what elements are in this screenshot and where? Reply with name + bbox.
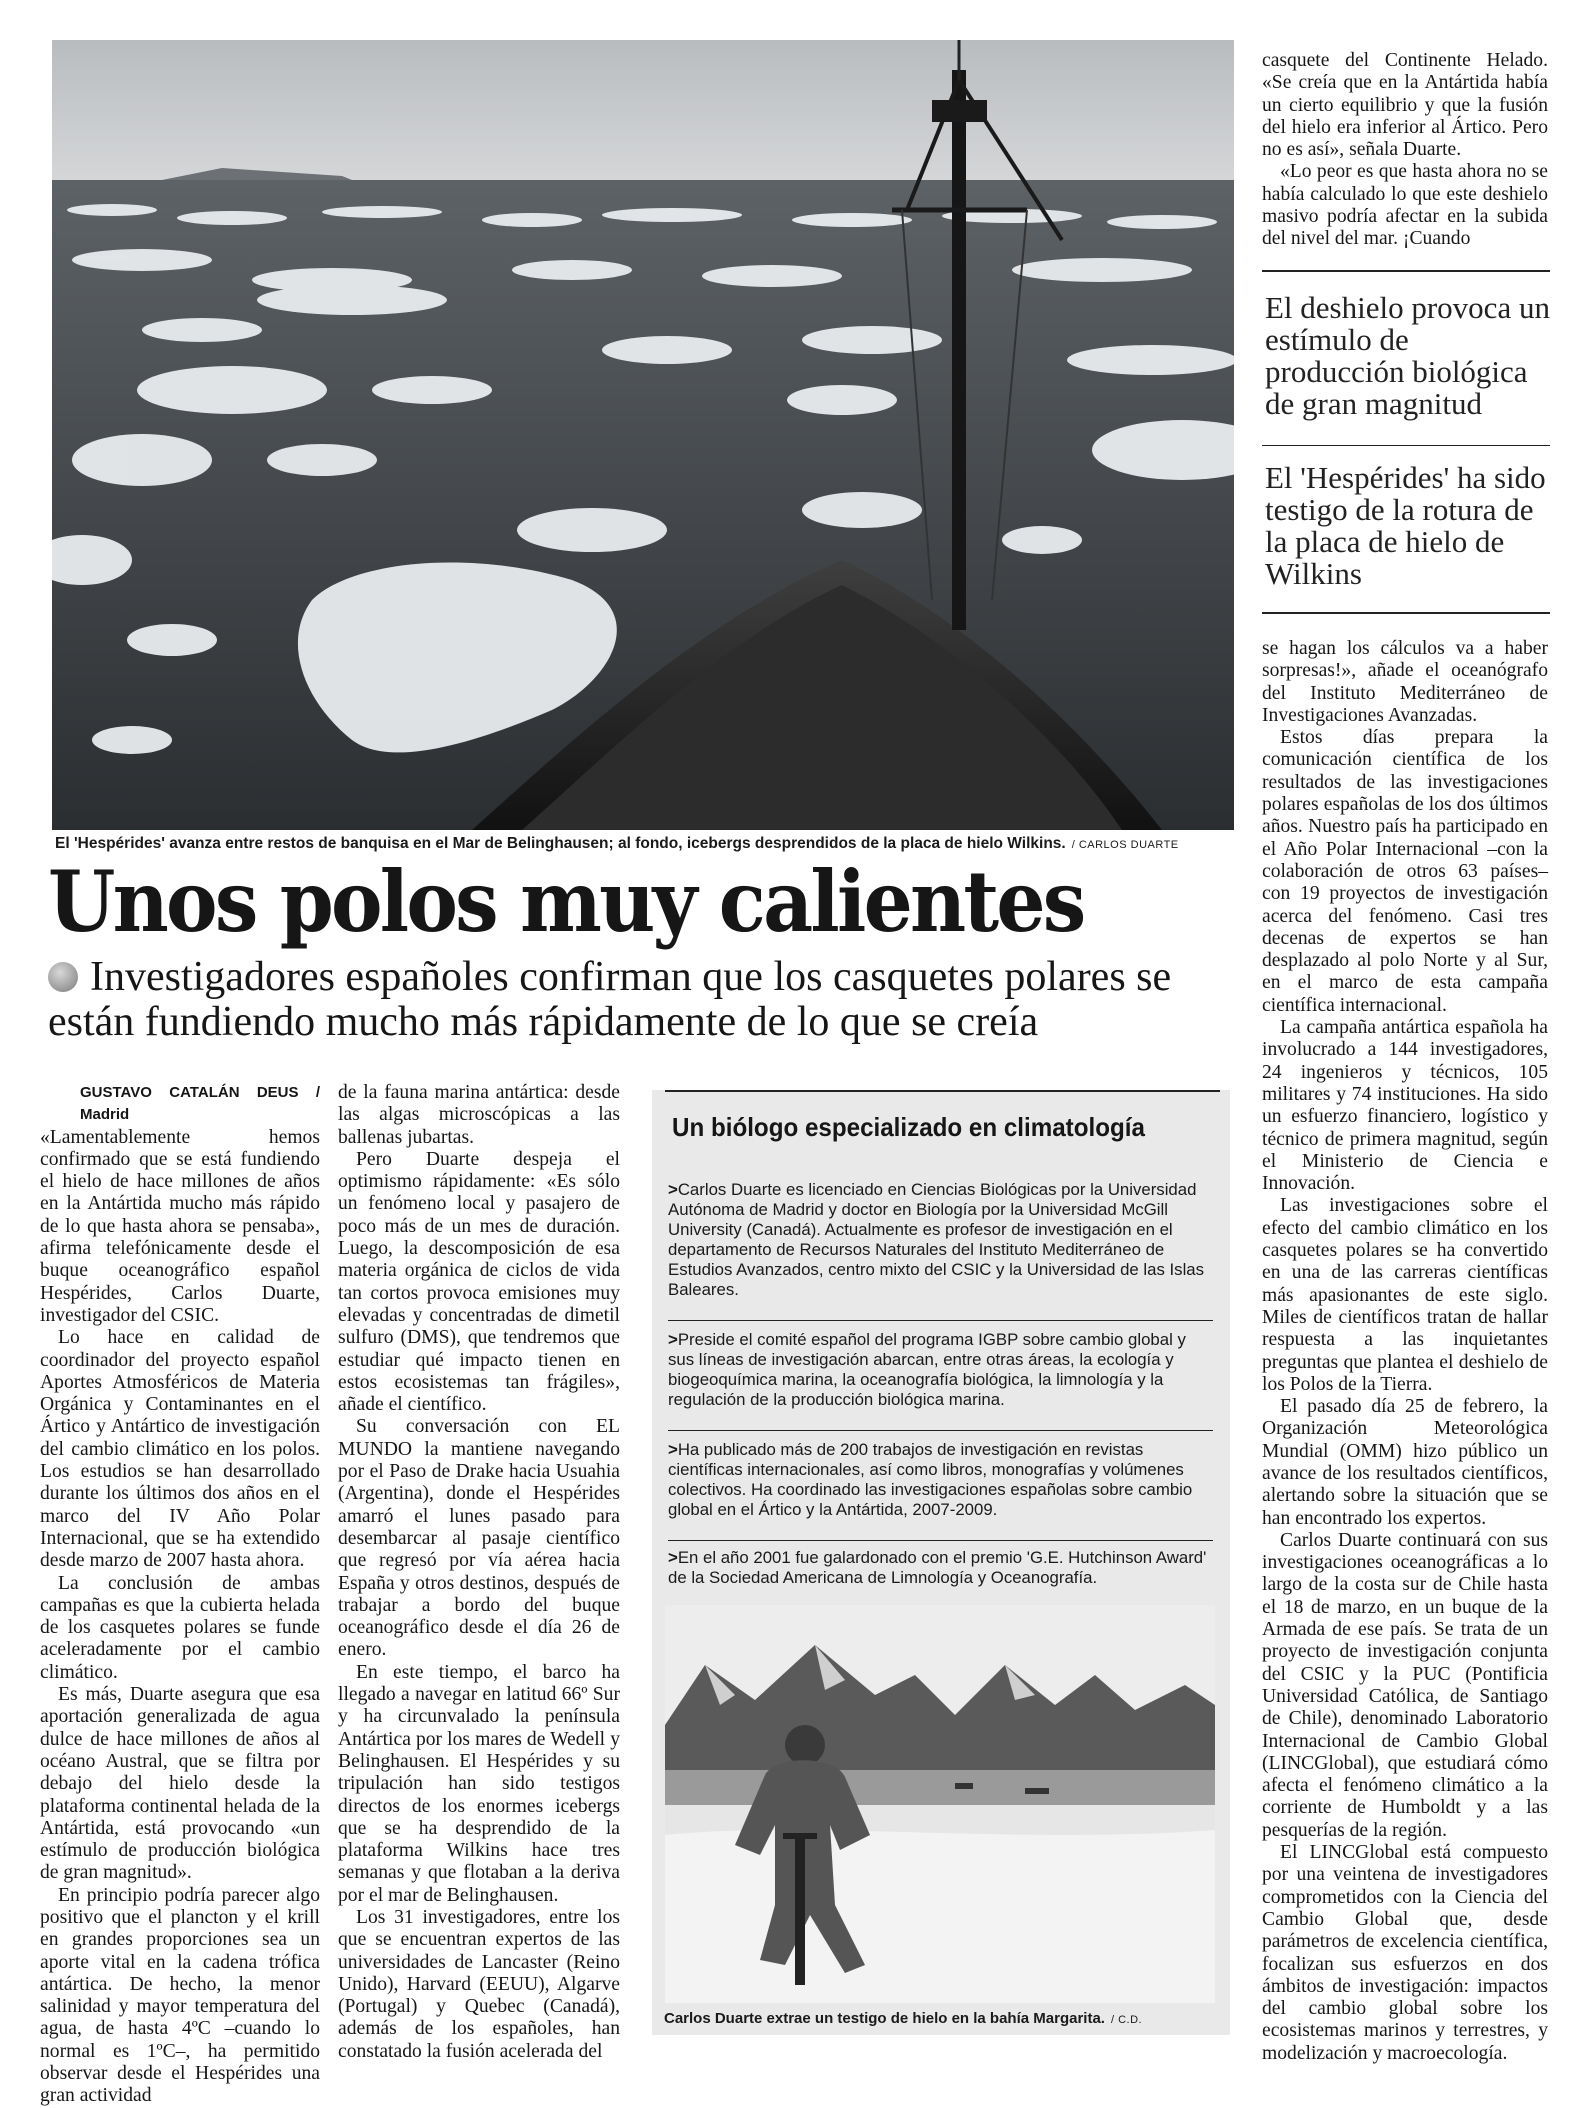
photo-credit: / C.D. xyxy=(1110,2014,1143,2026)
article-column-4-bottom xyxy=(1262,638,1548,2065)
pullquote-rule xyxy=(1262,445,1550,446)
paragraph: Las investigaciones sobre el efecto del cambio climático en los casquetes polares se ha convertido en una de las carreras científicas más apasionantes de este siglo. Miles de científicos tratan de hallar respuesta a las inquietantes preguntas que plantea el deshielo de los Polos de la Tierra. xyxy=(1262,1195,1548,1395)
paragraph: «Lamentablemente hemos confirmado que se está fundiendo el hielo de hace millones de años en la Antártida mucho más rápido de lo que hasta ahora se pensaba», afirma telefónicamente desde el buque oceanográfico español Hespérides, Carlos Duarte, investigador del CSIC. xyxy=(40,1126,320,1326)
divider xyxy=(668,1430,1213,1431)
paragraph: Los 31 investigadores, entre los que se encuentran expertos de las universidades de Lancaster (Reino Unido), Harvard (EEUU), Algarve (Portugal) y Quebec (Canadá), además de los españoles, han constatado la fusión acelerada del xyxy=(338,1906,620,2062)
paragraph: «Lo peor es que hasta ahora no se había calculado lo que este deshielo masivo podría afectar en la subida del nivel del mar. ¡Cuando xyxy=(1262,161,1548,250)
paragraph: de la fauna marina antártica: desde las algas microscópicas a las ballenas jubartas. xyxy=(338,1082,620,1148)
headline: Unos polos muy calientes xyxy=(48,852,1084,951)
ice-floes-illustration xyxy=(52,40,1234,830)
paragraph: se hagan los cálculos va a haber sorpresas!», añade el oceanógrafo del Instituto Mediterráneo de Investigaciones Avanzadas. xyxy=(1262,638,1548,726)
researcher-on-ice-illustration xyxy=(665,1605,1215,2003)
divider xyxy=(668,1320,1213,1321)
pullquote-1: El deshielo provoca un estímulo de producción biológica de gran magnitud xyxy=(1265,290,1550,421)
top-photo xyxy=(52,40,1234,830)
top-photo-caption xyxy=(55,835,1179,853)
sidebar-item xyxy=(668,1440,1213,1520)
pullquote-rule xyxy=(1262,270,1550,272)
paragraph: Lo hace en calidad de coordinador del proyecto español Aportes Atmosféricos de Materia Orgánica y Contaminantes en el Ártico y Antártico de investigación del cambio climático en los polos. Los estudios se han desarrollado durante los últimos dos años en el marco del IV Año Polar Internacional, que se ha extendido desde marzo de 2007 hasta ahora. xyxy=(40,1327,320,1572)
paragraph: casquete del Continente Helado. «Se creía que en la Antártida había un cierto equilibrio y que la fusión del hielo era inferior al Ártico. Pero no es así», señala Duarte. xyxy=(1262,50,1548,161)
sidebar-rule xyxy=(665,1090,1220,1092)
sidebar-item-text: Ha publicado más de 200 trabajos de investigación en revistas científicas internacionales, así como libros, monografías y volúmenes colectivos. Ha coordinado las investigaciones españolas sobre cambio global en el Ártico y la Antártida, 2007-2009. xyxy=(668,1440,1193,1519)
paragraph: Su conversación con EL MUNDO la mantiene navegando por el Paso de Drake hacia Usuahia (Argentina), donde el Hespérides amarró el lunes pasado para desembarcar al pasaje científico que regresó por vía aérea hacia España y otros destinos, después de trabajar a bordo del buque oceanográfico desde el día 26 de enero. xyxy=(338,1416,620,1661)
arrow-marker-icon: > xyxy=(668,1180,678,1199)
subheadline xyxy=(48,955,1188,1045)
sidebar-photo xyxy=(665,1605,1215,2003)
arrow-marker-icon: > xyxy=(668,1440,678,1459)
paragraph: Carlos Duarte continuará con sus investigaciones oceanográficas a lo largo de la costa sur de Chile hasta el 18 de marzo, en un buque de la Armada de ese país. Se trata de un proyecto de investigación conjunta del CSIC y la PUC (Pontificia Universidad Católica, de Santiago de Chile), denominado Laboratorio Internacional de Cambio Global (LINCGlobal), que estudiará cómo afecta el fenómeno climático a la corriente de Humboldt y a las pesquerías de la región. xyxy=(1262,1529,1548,1841)
caption-text: Carlos Duarte extrae un testigo de hielo en la bahía Margarita. xyxy=(664,2010,1105,2027)
article-column-4-top xyxy=(1262,50,1548,251)
sidebar-title: Un biólogo especializado en climatología xyxy=(672,1112,1145,1142)
paragraph: Es más, Duarte asegura que esa aportación generalizada de agua dulce de hace millones de años al océano Austral, que se filtra por debajo del hielo desde la plataforma continental helada de la Antártida, está provocando «un estímulo de producción biológica de gran magnitud». xyxy=(40,1684,320,1884)
sidebar-item-text: Preside el comité español del programa IGBP sobre cambio global y sus líneas de investigación abarcan, entre otras áreas, la ecología y biogeoquímica marina, la oceanografía biológica, la limnología y la regulación de la producción biológica marina. xyxy=(668,1330,1186,1409)
caption-text: El 'Hespérides' avanza entre restos de banquisa en el Mar de Belinghausen; al fondo, icebergs desprendidos de la placa de hielo Wilkins. xyxy=(55,835,1066,852)
arrow-marker-icon: > xyxy=(668,1548,678,1567)
arrow-marker-icon: > xyxy=(668,1330,678,1349)
paragraph: La campaña antártica española ha involucrado a 144 investigadores, 24 ingenieros y técnicos, 105 militares y 74 instituciones. Ha sido un esfuerzo financiero, logístico y técnico de primera magnitud, según el Ministerio de Ciencia e Innovación. xyxy=(1262,1017,1548,1195)
article-column-1 xyxy=(40,1082,320,2108)
paragraph: En principio podría parecer algo positivo que el plancton y el krill en grandes proporciones sea un aporte vital en la cadena trófica antártica. De hecho, la menor salinidad y mayor temperatura del agua, de hasta 4ºC –cuando lo normal es 1ºC–, ha permitido observar desde el Hespérides una gran actividad xyxy=(40,1884,320,2107)
sidebar-item xyxy=(668,1548,1213,1588)
sidebar-item-text: Carlos Duarte es licenciado en Ciencias Biológicas por la Universidad Autónoma de Madrid y doctor en Biología por la Universidad McGill University (Canadá). Actualmente es profesor de investigación en el departamento de Recursos Naturales del Instituto Mediterráneo de Estudios Avanzados, centro mixto del CSIC y la Universidad de las Islas Baleares. xyxy=(668,1180,1205,1299)
paragraph: Estos días prepara la comunicación científica de los resultados de las investigaciones polares españolas de los dos últimos años. Nuestro país ha participado en el Año Polar Internacional –con la colaboración de otros 63 países– con 19 proyectos de investigación acerca del fenómeno. Casi tres decenas de expertos se han desplazado al polo Norte y al Sur, en el marco de esta campaña científica internacional. xyxy=(1262,727,1548,1016)
photo-credit: / CARLOS DUARTE xyxy=(1071,839,1179,851)
paragraph: En este tiempo, el barco ha llegado a navegar en latitud 66º Sur y ha circunvalado la península Antártica por los mares de Wedell y Belinghausen. El Hespérides y su tripulación han sido testigos directos de los enormes icebergs que se ha desprendido de la plataforma Wilkins hace tres semanas y que flotaban a la deriva por el mar de Belinghausen. xyxy=(338,1661,620,1906)
byline: GUSTAVO CATALÁN DEUS / Madrid xyxy=(80,1084,320,1124)
sidebar-item xyxy=(668,1330,1213,1410)
divider xyxy=(668,1540,1213,1541)
pullquote-rule xyxy=(1262,612,1550,614)
paragraph: El LINCGlobal está compuesto por una veintena de investigadores comprometidos con la Ciencia del Cambio Global que, desde parámetros de excelencia científica, focalizan sus esfuerzos en dos ámbitos de investigación: impactos del cambio global sobre los ecosistemas marinos y terrestres, y modelización y macroecología. xyxy=(1262,1842,1548,2064)
subheadline-text: Investigadores españoles confirman que los casquetes polares se están fundiendo mucho más rápidamente de lo que se creía xyxy=(48,954,1172,1045)
sidebar-item xyxy=(668,1180,1213,1300)
bullet-icon xyxy=(48,962,78,992)
paragraph: El pasado día 25 de febrero, la Organización Meteorológica Mundial (OMM) hizo público un avance de los resultados científicos, alertando sobre la situación que se han encontrado los expertos. xyxy=(1262,1396,1548,1529)
paragraph: Pero Duarte despeja el optimismo rápidamente: «Es sólo un fenómeno local y pasajero de poco más de un mes de duración. Luego, la descomposición de esa materia orgánica de ciclos de vida tan cortos provoca emisiones muy elevadas y concentradas de dimetil sulfuro (DMS), que tendremos que estudiar qué impacto tienen en estos ecosistemas tan frágiles», añade el científico. xyxy=(338,1148,620,1416)
sidebar-item-text: En el año 2001 fue galardonado con el premio 'G.E. Hutchinson Award' de la Sociedad Americana de Limnología y Oceanografía. xyxy=(668,1548,1207,1587)
pullquote-2: El 'Hespérides' ha sido testigo de la rotura de la placa de hielo de Wilkins xyxy=(1265,460,1546,591)
article-column-2 xyxy=(338,1082,620,2063)
sidebar-photo-caption xyxy=(664,2010,1142,2027)
paragraph: La conclusión de ambas campañas es que la cubierta helada de los casquetes polares se funde aceleradamente por el cambio climático. xyxy=(40,1572,320,1683)
